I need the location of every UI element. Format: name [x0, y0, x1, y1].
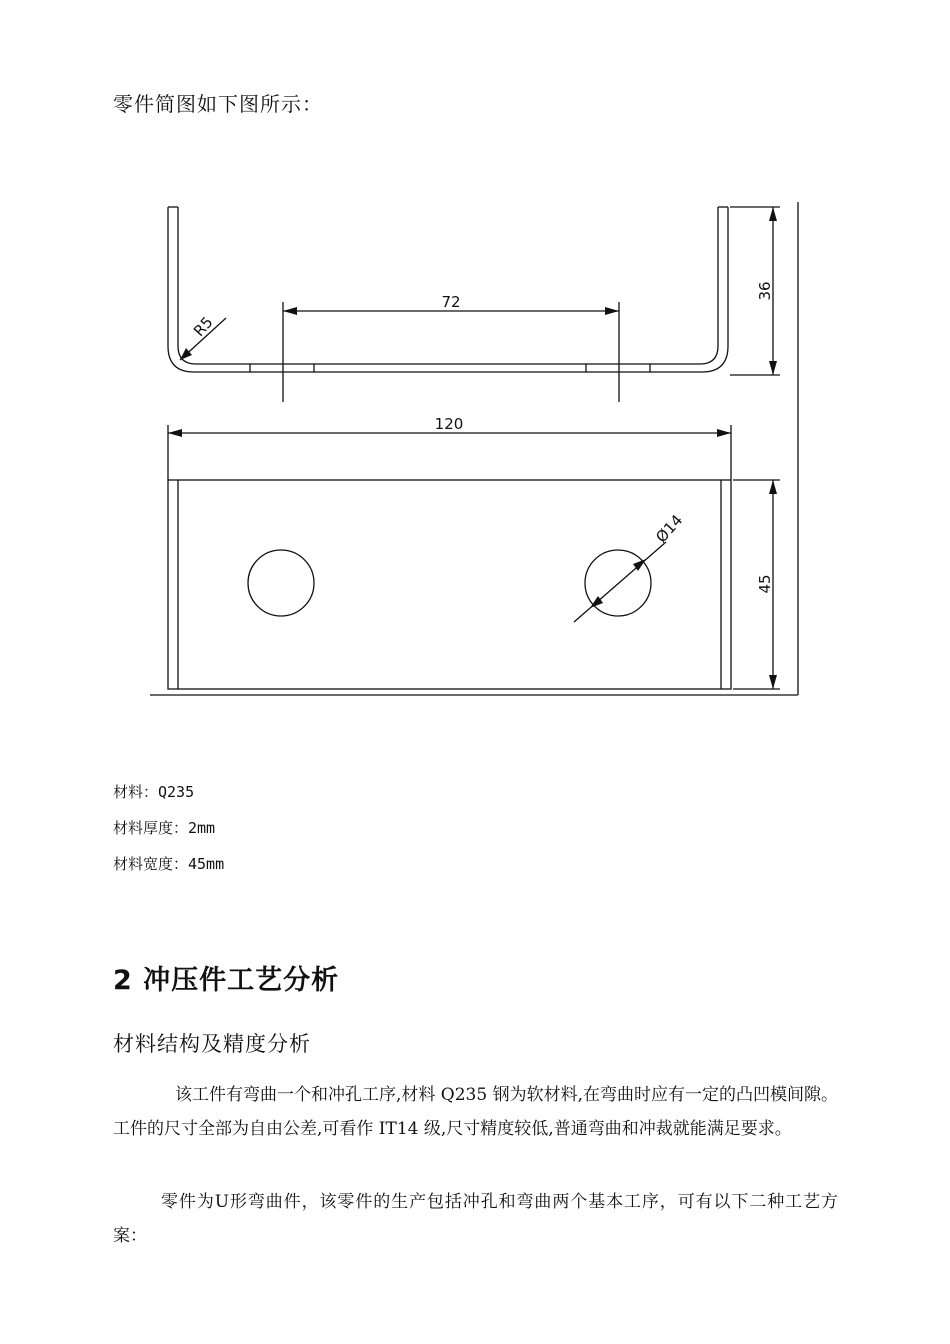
thickness-line: 材料厚度：2mm [113, 819, 216, 837]
dim-label-72: 72 [441, 293, 461, 311]
dim-label-dia14: Ø14 [652, 511, 687, 547]
u-profile-outer [168, 207, 728, 372]
dim-label-45: 45 [756, 574, 774, 594]
part-drawing [140, 195, 820, 715]
paragraph-2: 零件为U形弯曲件，该零件的生产包括冲孔和弯曲两个基本工序，可有以下二种工艺方案： [113, 1192, 838, 1246]
u-profile-inner [178, 207, 718, 364]
dia-leader [574, 542, 666, 622]
material-line: 材料：Q235 [113, 783, 195, 801]
subsection-heading: 材料结构及精度分析 [113, 1032, 311, 1056]
dim-label-36: 36 [756, 281, 774, 301]
plan-view-outline [168, 480, 731, 689]
dim-label-120: 120 [434, 415, 464, 433]
dim-label-r5: R5 [189, 313, 217, 341]
width-line: 材料宽度：45mm [113, 855, 225, 873]
hole-left [248, 550, 314, 616]
intro-caption: 零件简图如下图所示： [113, 92, 323, 116]
paragraph-1: 该工件有弯曲一个和冲孔工序,材料 Q235 钢为软材料,在弯曲时应有一定的凸凹模间隙。工件的尺寸全部为自由公差,可看作 IT14 级,尺寸精度较低,普通弯曲和冲裁就能满足要求。 [113, 1085, 838, 1139]
section-heading: 2 冲压件工艺分析 [113, 965, 340, 996]
